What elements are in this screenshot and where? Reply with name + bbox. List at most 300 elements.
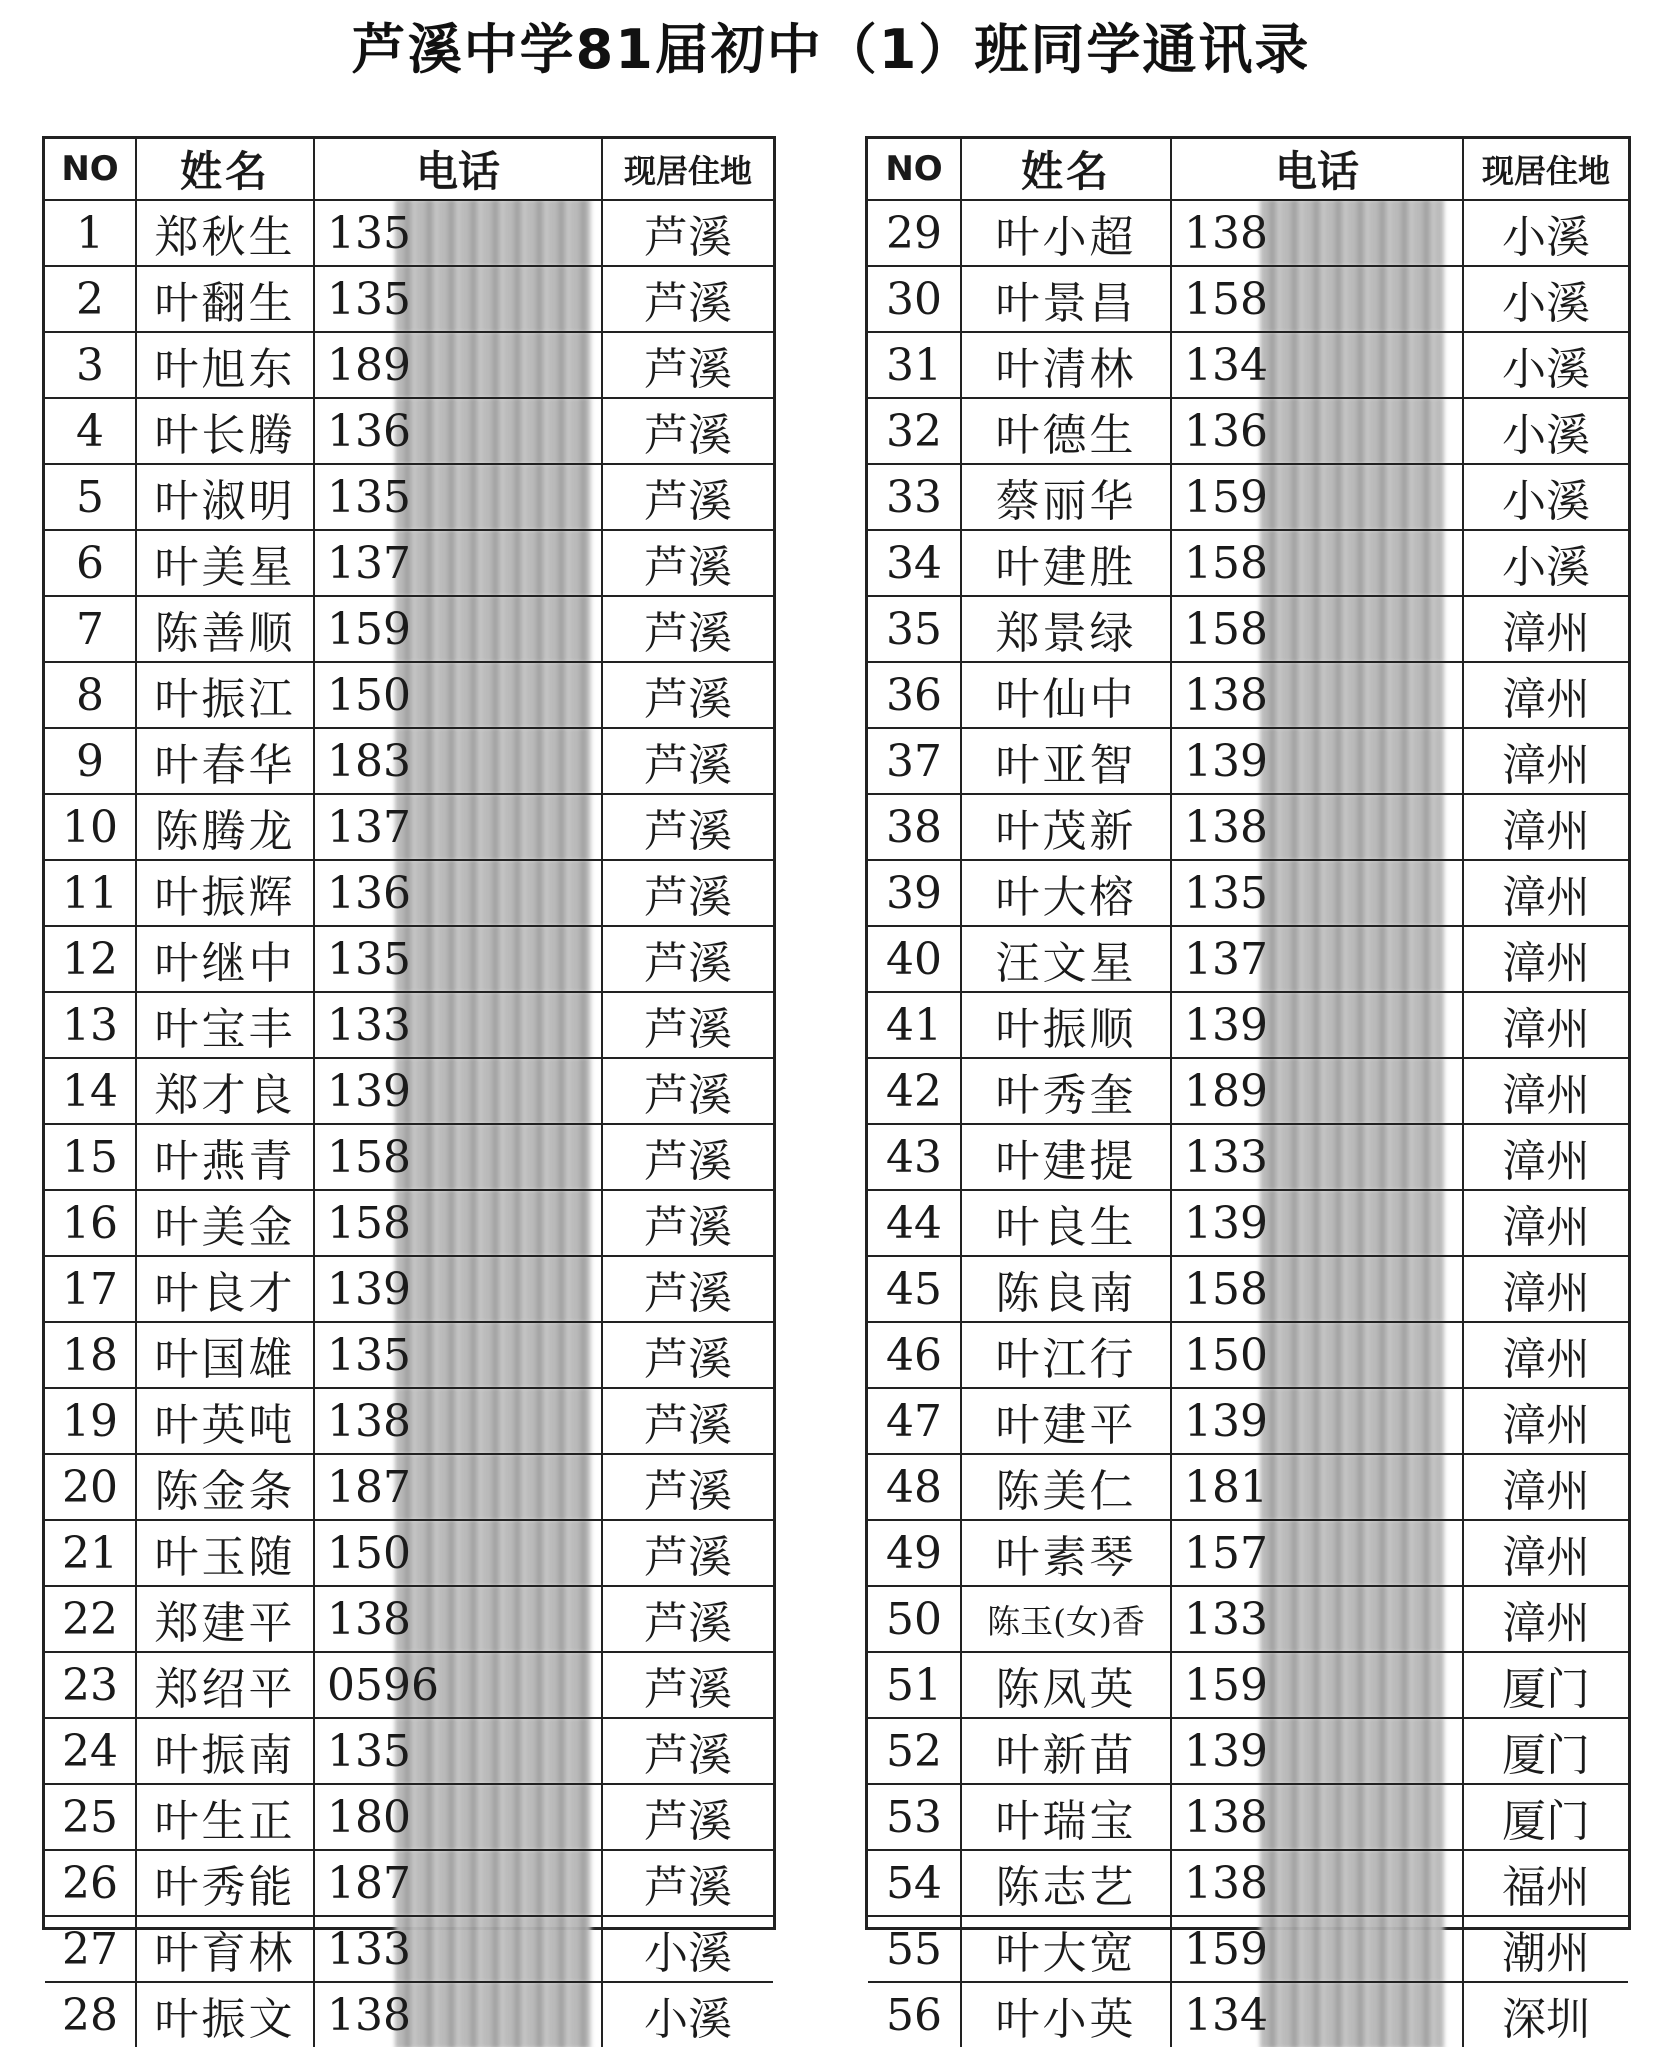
- student-name: 陈金条: [137, 1455, 315, 1519]
- row-number: 11: [45, 861, 137, 925]
- table-row: [868, 729, 1628, 795]
- table-row: [868, 333, 1628, 399]
- table-row: [45, 1785, 773, 1851]
- phone-prefix: 139: [1184, 735, 1268, 787]
- phone-redaction-blur: [1260, 729, 1444, 793]
- phone-redaction-blur: [395, 1587, 591, 1651]
- phone-redaction-blur: [395, 1191, 591, 1255]
- student-name: 叶仙中: [962, 663, 1172, 727]
- phone-redaction-blur: [1260, 1389, 1444, 1453]
- phone-prefix: 134: [1184, 1989, 1268, 2041]
- row-number: 25: [45, 1785, 137, 1849]
- row-number: 46: [868, 1323, 962, 1387]
- row-number: 12: [45, 927, 137, 991]
- student-name: 叶振南: [137, 1719, 315, 1783]
- location: 漳州: [1502, 1136, 1590, 1187]
- location: 小溪: [1502, 278, 1590, 329]
- phone-redaction-blur: [1260, 333, 1444, 397]
- student-name: 陈腾龙: [137, 795, 315, 859]
- row-number: 48: [868, 1455, 962, 1519]
- location: 芦溪: [644, 740, 732, 791]
- phone-prefix: 189: [327, 339, 411, 391]
- location: 芦溪: [644, 1202, 732, 1253]
- row-number: 41: [868, 993, 962, 1057]
- phone-prefix: 135: [327, 1725, 411, 1777]
- phone-prefix: 180: [327, 1791, 411, 1843]
- phone-number: [315, 1653, 603, 1717]
- phone-redaction-blur: [395, 399, 591, 463]
- location: 芦溪: [644, 344, 732, 395]
- table-row: [45, 861, 773, 927]
- student-name: 陈凤英: [962, 1653, 1172, 1717]
- phone-prefix: 159: [1184, 471, 1268, 523]
- phone-number: [315, 1917, 603, 1981]
- row-number: 34: [868, 531, 962, 595]
- location: 漳州: [1502, 938, 1590, 989]
- phone-redaction-blur: [395, 1917, 591, 1981]
- table-row: [868, 1917, 1628, 1983]
- location: 芦溪: [644, 1664, 732, 1715]
- row-number: 4: [45, 399, 137, 463]
- table-row: [868, 1851, 1628, 1917]
- phone-redaction-blur: [1260, 1983, 1444, 2047]
- location: 漳州: [1502, 1070, 1590, 1121]
- row-number: 36: [868, 663, 962, 727]
- phone-number: [1172, 1059, 1464, 1123]
- phone-prefix: 138: [327, 1989, 411, 2041]
- table-row: [45, 1257, 773, 1323]
- phone-prefix: 136: [1184, 405, 1268, 457]
- location: 芦溪: [644, 1268, 732, 1319]
- table-row: [45, 1851, 773, 1917]
- row-number: 43: [868, 1125, 962, 1189]
- header-no: NO: [868, 139, 962, 199]
- phone-redaction-blur: [1260, 1785, 1444, 1849]
- phone-number: [315, 1125, 603, 1189]
- row-number: 15: [45, 1125, 137, 1189]
- student-name: 叶小英: [962, 1983, 1172, 2047]
- phone-prefix: 139: [1184, 1725, 1268, 1777]
- header-location: 现居住地: [623, 152, 752, 190]
- row-number: 30: [868, 267, 962, 331]
- student-name: 叶新苗: [962, 1719, 1172, 1783]
- student-name: 叶秀奎: [962, 1059, 1172, 1123]
- phone-number: [315, 1521, 603, 1585]
- phone-redaction-blur: [395, 597, 591, 661]
- table-row: [45, 1587, 773, 1653]
- table-row: [868, 993, 1628, 1059]
- phone-number: [1172, 1587, 1464, 1651]
- phone-number: [1172, 663, 1464, 727]
- phone-prefix: 133: [1184, 1131, 1268, 1183]
- phone-number: [1172, 1983, 1464, 2047]
- table-row: [868, 201, 1628, 267]
- location: 芦溪: [644, 1400, 732, 1451]
- row-number: 10: [45, 795, 137, 859]
- phone-number: [1172, 1323, 1464, 1387]
- phone-number: [315, 729, 603, 793]
- phone-number: [315, 1191, 603, 1255]
- phone-number: [1172, 1257, 1464, 1321]
- student-name: 陈善顺: [137, 597, 315, 661]
- table-row: [45, 927, 773, 993]
- student-name: 叶建平: [962, 1389, 1172, 1453]
- header-name: 姓名: [962, 139, 1172, 199]
- phone-redaction-blur: [395, 861, 591, 925]
- row-number: 51: [868, 1653, 962, 1717]
- row-number: 17: [45, 1257, 137, 1321]
- location: 芦溪: [644, 1004, 732, 1055]
- phone-prefix: 189: [1184, 1065, 1268, 1117]
- phone-redaction-blur: [1260, 1125, 1444, 1189]
- location: 芦溪: [644, 410, 732, 461]
- phone-number: [1172, 465, 1464, 529]
- student-name: 叶翻生: [137, 267, 315, 331]
- table-row: [868, 1059, 1628, 1125]
- phone-number: [315, 663, 603, 727]
- student-name: 叶建提: [962, 1125, 1172, 1189]
- header-location: 现居住地: [1481, 152, 1610, 190]
- phone-number: [315, 597, 603, 661]
- phone-prefix: 157: [1184, 1527, 1268, 1579]
- phone-number: [1172, 993, 1464, 1057]
- location: 厦门: [1502, 1730, 1590, 1781]
- table-row: [45, 531, 773, 597]
- location: 漳州: [1502, 1202, 1590, 1253]
- phone-redaction-blur: [395, 1851, 591, 1915]
- student-name: 郑绍平: [137, 1653, 315, 1717]
- student-name: 陈志艺: [962, 1851, 1172, 1915]
- phone-number: [315, 795, 603, 859]
- location: 小溪: [1502, 410, 1590, 461]
- location: 芦溪: [644, 1730, 732, 1781]
- page-title: 芦溪中学81届初中（1）班同学通讯录: [351, 18, 1311, 81]
- phone-number: [1172, 861, 1464, 925]
- student-name: 叶旭东: [137, 333, 315, 397]
- phone-number: [1172, 729, 1464, 793]
- phone-number: [315, 1257, 603, 1321]
- row-number: 45: [868, 1257, 962, 1321]
- phone-prefix: 139: [1184, 1197, 1268, 1249]
- table-row: [868, 1521, 1628, 1587]
- row-number: 2: [45, 267, 137, 331]
- location: 芦溪: [644, 212, 732, 263]
- table-row: [868, 267, 1628, 333]
- phone-number: [315, 1323, 603, 1387]
- row-number: 20: [45, 1455, 137, 1519]
- table-row: [45, 1719, 773, 1785]
- student-name: 叶美星: [137, 531, 315, 595]
- phone-prefix: 138: [1184, 669, 1268, 721]
- row-number: 40: [868, 927, 962, 991]
- table-row: [45, 1059, 773, 1125]
- row-number: 54: [868, 1851, 962, 1915]
- student-name: 叶英吨: [137, 1389, 315, 1453]
- location: 芦溪: [644, 674, 732, 725]
- phone-redaction-blur: [395, 267, 591, 331]
- phone-prefix: 158: [327, 1197, 411, 1249]
- location: 漳州: [1502, 806, 1590, 857]
- phone-prefix: 135: [327, 471, 411, 523]
- location: 漳州: [1502, 1334, 1590, 1385]
- row-number: 50: [868, 1587, 962, 1651]
- row-number: 38: [868, 795, 962, 859]
- row-number: 19: [45, 1389, 137, 1453]
- phone-prefix: 138: [1184, 207, 1268, 259]
- student-name: 叶继中: [137, 927, 315, 991]
- phone-prefix: 136: [327, 867, 411, 919]
- row-number: 47: [868, 1389, 962, 1453]
- phone-number: [315, 333, 603, 397]
- phone-prefix: 137: [327, 801, 411, 853]
- student-name: 郑秋生: [137, 201, 315, 265]
- phone-prefix: 137: [1184, 933, 1268, 985]
- row-number: 9: [45, 729, 137, 793]
- phone-number: [315, 861, 603, 925]
- phone-number: [1172, 927, 1464, 991]
- row-number: 56: [868, 1983, 962, 2047]
- location: 芦溪: [644, 1136, 732, 1187]
- phone-redaction-blur: [395, 927, 591, 991]
- row-number: 6: [45, 531, 137, 595]
- table-row: [868, 927, 1628, 993]
- student-name: 叶振辉: [137, 861, 315, 925]
- location: 漳州: [1502, 1004, 1590, 1055]
- phone-number: [1172, 1125, 1464, 1189]
- phone-prefix: 187: [327, 1857, 411, 1909]
- phone-prefix: 135: [327, 1329, 411, 1381]
- table-row: [45, 663, 773, 729]
- phone-number: [315, 1785, 603, 1849]
- student-name: 叶淑明: [137, 465, 315, 529]
- table-row: [45, 399, 773, 465]
- location: 芦溪: [644, 806, 732, 857]
- student-name: 叶茂新: [962, 795, 1172, 859]
- phone-redaction-blur: [1260, 1257, 1444, 1321]
- row-number: 53: [868, 1785, 962, 1849]
- location: 小溪: [1502, 542, 1590, 593]
- location: 芦溪: [644, 1796, 732, 1847]
- table-row: [868, 1191, 1628, 1257]
- row-number: 32: [868, 399, 962, 463]
- row-number: 23: [45, 1653, 137, 1717]
- phone-prefix: 158: [1184, 537, 1268, 589]
- student-name: 叶大宽: [962, 1917, 1172, 1981]
- location: 芦溪: [644, 1532, 732, 1583]
- location: 小溪: [1502, 212, 1590, 263]
- phone-prefix: 133: [1184, 1593, 1268, 1645]
- student-name: 叶大榕: [962, 861, 1172, 925]
- phone-number: [1172, 333, 1464, 397]
- table-row: [868, 597, 1628, 663]
- row-number: 39: [868, 861, 962, 925]
- phone-redaction-blur: [1260, 1719, 1444, 1783]
- row-number: 28: [45, 1983, 137, 2047]
- phone-number: [1172, 399, 1464, 463]
- phone-redaction-blur: [1260, 1917, 1444, 1981]
- phone-number: [315, 993, 603, 1057]
- phone-number: [1172, 597, 1464, 661]
- table-row: [868, 1257, 1628, 1323]
- student-name: 陈良南: [962, 1257, 1172, 1321]
- phone-redaction-blur: [1260, 1521, 1444, 1585]
- phone-number: [315, 927, 603, 991]
- phone-redaction-blur: [1260, 663, 1444, 727]
- phone-redaction-blur: [395, 1125, 591, 1189]
- location: 厦门: [1502, 1664, 1590, 1715]
- phone-number: [1172, 1191, 1464, 1255]
- phone-prefix: 159: [1184, 1923, 1268, 1975]
- row-number: 26: [45, 1851, 137, 1915]
- phone-redaction-blur: [395, 1983, 591, 2047]
- row-number: 33: [868, 465, 962, 529]
- location: 漳州: [1502, 1400, 1590, 1451]
- student-name: 叶清林: [962, 333, 1172, 397]
- phone-number: [1172, 201, 1464, 265]
- phone-number: [1172, 795, 1464, 859]
- student-name: 叶秀能: [137, 1851, 315, 1915]
- phone-number: [315, 465, 603, 529]
- phone-prefix: 158: [1184, 273, 1268, 325]
- phone-prefix: 135: [327, 933, 411, 985]
- row-number: 16: [45, 1191, 137, 1255]
- contact-table-left: [42, 136, 776, 2045]
- row-number: 42: [868, 1059, 962, 1123]
- phone-redaction-blur: [1260, 597, 1444, 661]
- phone-prefix: 150: [327, 669, 411, 721]
- phone-prefix: 138: [327, 1593, 411, 1645]
- table-row: [868, 1125, 1628, 1191]
- table-row: [45, 465, 773, 531]
- row-number: 31: [868, 333, 962, 397]
- student-name: 陈美仁: [962, 1455, 1172, 1519]
- row-number: 29: [868, 201, 962, 265]
- phone-redaction-blur: [1260, 1191, 1444, 1255]
- phone-prefix: 137: [327, 537, 411, 589]
- location: 芦溪: [644, 1466, 732, 1517]
- phone-redaction-blur: [395, 663, 591, 727]
- row-number: 13: [45, 993, 137, 1057]
- location: 芦溪: [644, 608, 732, 659]
- phone-prefix: 135: [327, 273, 411, 325]
- location: 芦溪: [644, 476, 732, 527]
- phone-redaction-blur: [1260, 399, 1444, 463]
- location: 漳州: [1502, 674, 1590, 725]
- table-row: [45, 1521, 773, 1587]
- phone-redaction-blur: [395, 201, 591, 265]
- student-name: 叶德生: [962, 399, 1172, 463]
- student-name: 叶宝丰: [137, 993, 315, 1057]
- table-row: [868, 531, 1628, 597]
- phone-redaction-blur: [1260, 267, 1444, 331]
- student-name: 汪文星: [962, 927, 1172, 991]
- phone-number: [315, 1587, 603, 1651]
- row-number: 22: [45, 1587, 137, 1651]
- phone-prefix: 158: [327, 1131, 411, 1183]
- student-name: 叶春华: [137, 729, 315, 793]
- table-row: [45, 1455, 773, 1521]
- phone-redaction-blur: [395, 1785, 591, 1849]
- phone-number: [1172, 1917, 1464, 1981]
- table-row: [45, 267, 773, 333]
- table-row: [868, 1719, 1628, 1785]
- table-row: [45, 201, 773, 267]
- phone-redaction-blur: [395, 531, 591, 595]
- phone-prefix: 139: [327, 1263, 411, 1315]
- phone-redaction-blur: [395, 1719, 591, 1783]
- student-name: 叶育林: [137, 1917, 315, 1981]
- phone-redaction-blur: [1260, 465, 1444, 529]
- phone-redaction-blur: [395, 795, 591, 859]
- phone-redaction-blur: [395, 1389, 591, 1453]
- student-name: 叶小超: [962, 201, 1172, 265]
- row-number: 3: [45, 333, 137, 397]
- phone-prefix: 183: [327, 735, 411, 787]
- table-header-row: [45, 139, 773, 201]
- student-name: 郑建平: [137, 1587, 315, 1651]
- row-number: 35: [868, 597, 962, 661]
- student-name: 叶良生: [962, 1191, 1172, 1255]
- phone-prefix: 158: [1184, 603, 1268, 655]
- phone-prefix: 136: [327, 405, 411, 457]
- location: 芦溪: [644, 1598, 732, 1649]
- table-row: [868, 465, 1628, 531]
- phone-number: [315, 1059, 603, 1123]
- phone-number: [1172, 1389, 1464, 1453]
- table-row: [45, 1191, 773, 1257]
- student-name: 叶长腾: [137, 399, 315, 463]
- location: 小溪: [644, 1928, 732, 1979]
- table-row: [45, 1389, 773, 1455]
- phone-prefix: 138: [1184, 1857, 1268, 1909]
- phone-redaction-blur: [1260, 1455, 1444, 1519]
- phone-redaction-blur: [395, 1521, 591, 1585]
- location: 潮州: [1502, 1928, 1590, 1979]
- phone-number: [315, 1983, 603, 2047]
- phone-number: [315, 1389, 603, 1453]
- phone-redaction-blur: [1260, 531, 1444, 595]
- student-name: 叶建胜: [962, 531, 1172, 595]
- table-row: [868, 399, 1628, 465]
- student-name: 叶景昌: [962, 267, 1172, 331]
- student-name: 叶瑞宝: [962, 1785, 1172, 1849]
- location: 芦溪: [644, 1862, 732, 1913]
- phone-prefix: 150: [1184, 1329, 1268, 1381]
- phone-number: [1172, 1455, 1464, 1519]
- phone-prefix: 138: [1184, 801, 1268, 853]
- location: 漳州: [1502, 740, 1590, 791]
- table-row: [45, 597, 773, 663]
- phone-redaction-blur: [1260, 1851, 1444, 1915]
- table-row: [868, 663, 1628, 729]
- row-number: 44: [868, 1191, 962, 1255]
- location: 深圳: [1502, 1994, 1590, 2045]
- phone-prefix: 135: [1184, 867, 1268, 919]
- table-row: [868, 1653, 1628, 1719]
- row-number: 5: [45, 465, 137, 529]
- table-row: [45, 1653, 773, 1719]
- row-number: 18: [45, 1323, 137, 1387]
- phone-redaction-blur: [1260, 1653, 1444, 1717]
- student-name: 叶素琴: [962, 1521, 1172, 1585]
- student-name: 叶国雄: [137, 1323, 315, 1387]
- table-row: [868, 1587, 1628, 1653]
- phone-number: [1172, 1785, 1464, 1849]
- phone-redaction-blur: [395, 1455, 591, 1519]
- phone-prefix: 187: [327, 1461, 411, 1513]
- row-number: 1: [45, 201, 137, 265]
- table-row: [868, 1983, 1628, 2047]
